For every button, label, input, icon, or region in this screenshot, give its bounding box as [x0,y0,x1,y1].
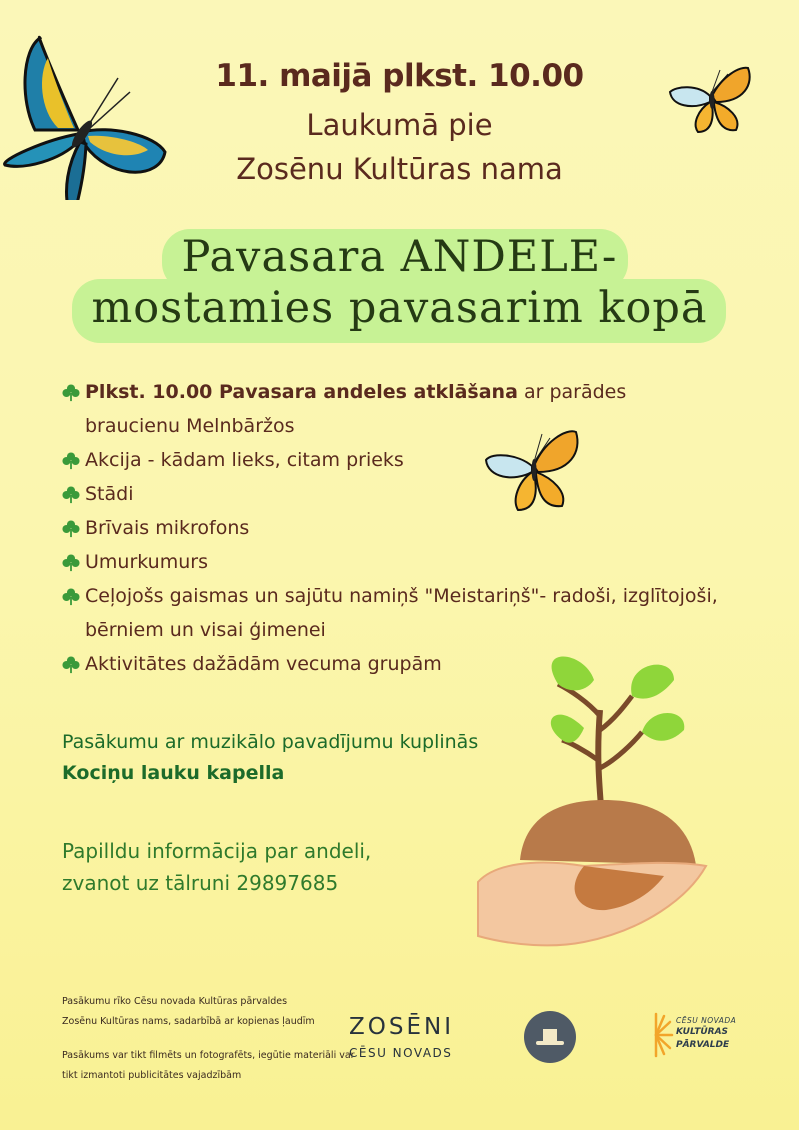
clover-icon [62,384,80,402]
program-item-text: Brīvais mikrofons [85,517,250,539]
clover-icon [62,520,80,538]
program-item [62,579,722,647]
organizer-text-line2: Zosēnu Kultūras nams, sadarbībā ar kopienas ļaudīm [62,1016,315,1027]
program-item-text: Aktivitātes dažādām vecuma grupām [85,653,442,675]
program-item [62,511,722,545]
program-item [62,375,722,443]
program-item [62,477,722,511]
zoseni-logo-text: ZOSĒNI [349,1014,454,1040]
program-item-text: Ceļojošs gaismas un sajūtu namiņš "Meistariņš"- radoši, izglītojoši, [85,585,718,607]
kp-logo-line3: PĀRVALDE [676,1040,730,1050]
program-item-continuation: bērniem un visai ģimenei [85,619,326,641]
hat-logo-icon [523,1010,577,1064]
notice-text-line2: tikt izmantoti publicitātes vajadzībām [62,1070,242,1081]
program-item-text: Umurkumurs [85,551,208,573]
clover-icon [62,554,80,572]
program-item-continuation: braucienu Melnbāržos [85,415,295,437]
program-item-text: ar parādes [517,381,627,403]
seedling-in-hand-icon [474,650,710,950]
clover-icon [62,588,80,606]
info-phone-line: zvanot uz tālruni 29897685 [62,871,339,895]
sun-rays-logo-icon [650,1010,674,1060]
event-title-line1: Pavasara ANDELE- [181,232,618,282]
program-item [62,545,722,579]
clover-icon [62,486,80,504]
program-item-text: Stādi [85,483,134,505]
program-item-text: Akcija - kādam lieks, citam prieks [85,449,404,471]
kp-logo-line1: CĒSU NOVADA [676,1016,737,1025]
notice-text-line1: Pasākums var tikt filmēts un fotografēts, iegūtie materiāli var [62,1050,355,1061]
event-title-line2: mostamies pavasarim kopā [91,283,708,333]
program-item-highlight: Plkst. 10.00 Pavasara andeles atklāšana [85,381,518,403]
music-note: Pasākumu ar muzikālo pavadījumu kuplinās [62,731,479,753]
zoseni-logo-subtitle: CĒSU NOVADS [349,1046,453,1060]
event-date-time: 11. maijā plkst. 10.00 [215,58,584,94]
event-location-line1: Laukumā pie [306,108,493,142]
organizer-text-line1: Pasākumu rīko Cēsu novada Kultūras pārvaldes [62,996,288,1007]
band-name: Kociņu lauku kapella [62,762,285,784]
kp-logo-line2: KULTŪRAS [676,1027,729,1037]
program-list [62,375,722,681]
info-line1: Papilldu informācija par andeli, [62,839,372,863]
event-location-line2: Zosēnu Kultūras nama [236,152,563,186]
program-item [62,443,722,477]
clover-icon [62,656,80,674]
clover-icon [62,452,80,470]
